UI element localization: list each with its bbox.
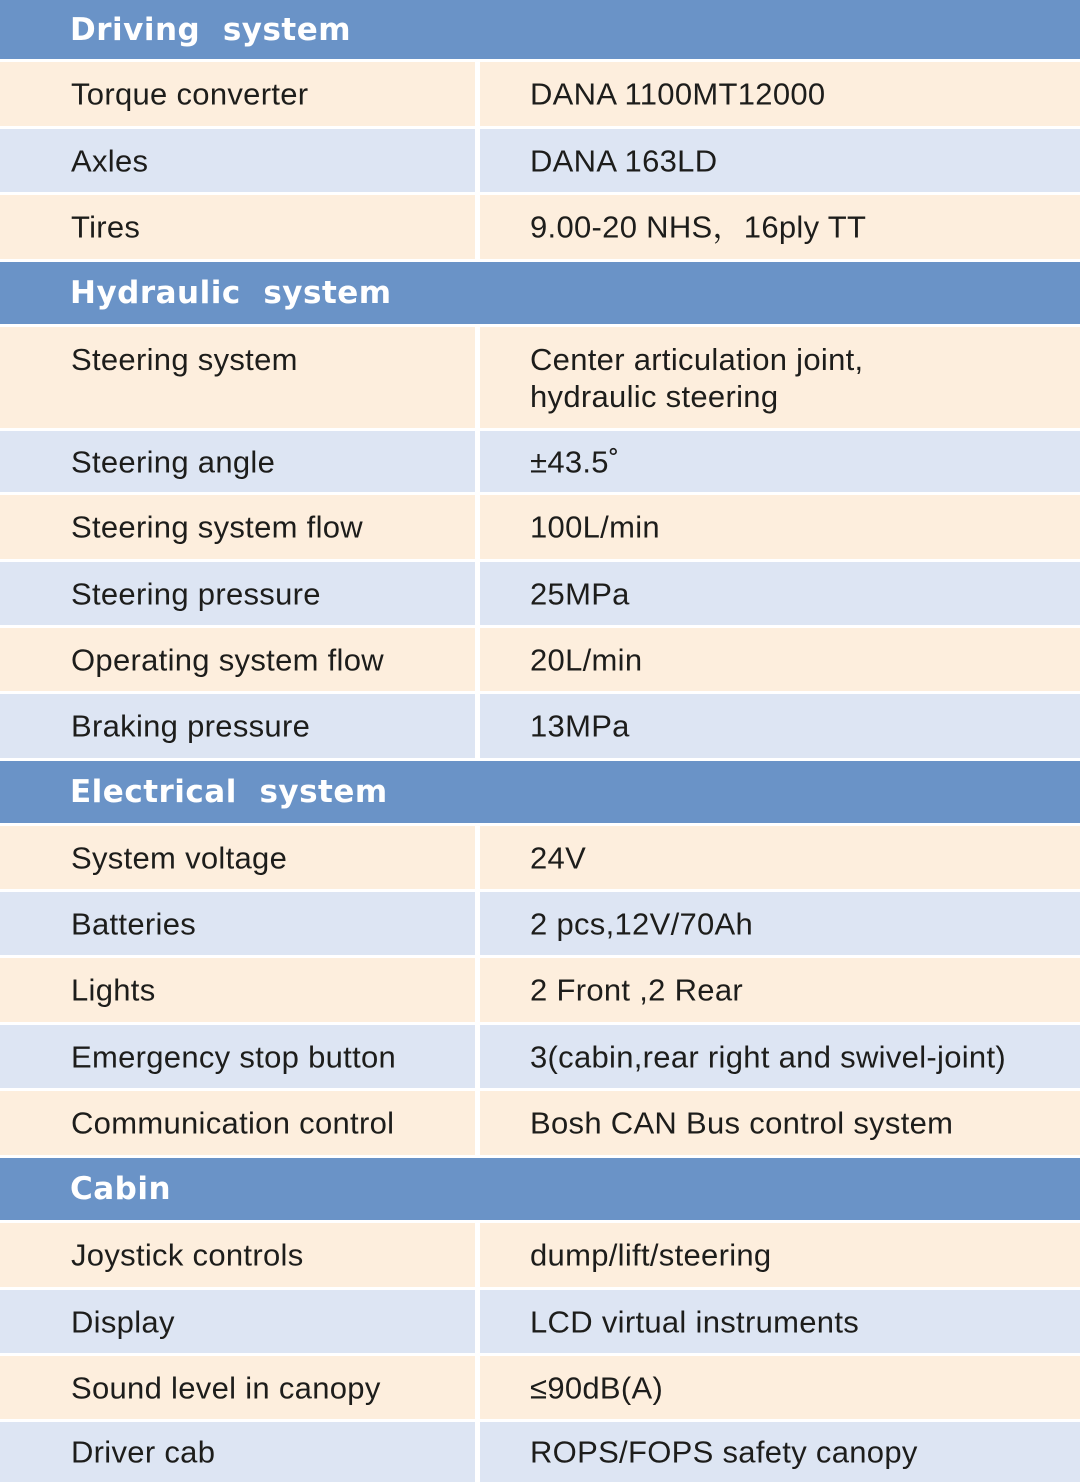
table-row <box>0 892 1080 955</box>
row-value-cell <box>480 826 1080 889</box>
section-header-electrical <box>0 761 1080 823</box>
section-title: Driving system <box>70 11 352 48</box>
row-label-cell <box>0 826 475 889</box>
row-label-cell <box>0 1091 475 1155</box>
row-value-cell <box>480 1223 1080 1287</box>
row-value-cell <box>480 1025 1080 1088</box>
row-value: 13MPa <box>530 708 630 744</box>
row-value-cell <box>480 1422 1080 1482</box>
row-value: LCD virtual instruments <box>530 1304 860 1339</box>
row-value: ROPS/FOPS safety canopy <box>530 1434 918 1470</box>
row-label-cell <box>0 628 475 691</box>
section-header-driving <box>0 0 1080 59</box>
table-row <box>0 1290 1080 1353</box>
row-label: System voltage <box>71 840 288 875</box>
row-label: Steering system flow <box>71 509 363 545</box>
row-value-cell <box>480 958 1080 1022</box>
row-label-cell <box>0 1422 475 1482</box>
row-label: Axles <box>71 143 149 178</box>
table-row <box>0 431 1080 492</box>
row-label-cell <box>0 562 475 625</box>
row-value: 24V <box>530 840 587 875</box>
row-value: DANA 1100MT12000 <box>530 76 826 112</box>
table-row <box>0 826 1080 889</box>
table-row <box>0 628 1080 691</box>
row-label-cell <box>0 195 475 259</box>
row-label: Emergency stop button <box>71 1039 397 1074</box>
section-header-hydraulic <box>0 262 1080 324</box>
table-row <box>0 1422 1080 1482</box>
row-value: dump/lift/steering <box>530 1237 772 1273</box>
row-label-cell <box>0 1290 475 1353</box>
row-value: 25MPa <box>530 576 630 611</box>
row-value-cell <box>480 431 1080 492</box>
row-value: 2 pcs,12V/70Ah <box>530 906 754 941</box>
row-label: Steering system <box>71 342 298 377</box>
row-label: Torque converter <box>71 76 309 112</box>
row-value: ±43.5˚ <box>530 444 620 479</box>
row-value-cell <box>480 495 1080 559</box>
row-value-cell <box>480 628 1080 691</box>
row-value: 20L/min <box>530 642 643 677</box>
row-label: Batteries <box>71 906 197 941</box>
row-value-cell <box>480 327 1080 428</box>
row-value-cell <box>480 195 1080 259</box>
row-label-cell <box>0 958 475 1022</box>
row-label-cell <box>0 1223 475 1287</box>
table-row <box>0 495 1080 559</box>
row-value: 3(cabin,rear right and swivel-joint) <box>530 1039 1006 1074</box>
row-label: Lights <box>71 972 156 1008</box>
row-value-cell <box>480 694 1080 758</box>
row-label: Steering angle <box>71 444 276 479</box>
table-row <box>0 62 1080 126</box>
row-label: Tires <box>71 209 141 245</box>
row-value-cell <box>480 1356 1080 1419</box>
row-value-cell <box>480 562 1080 625</box>
row-label: Communication control <box>71 1105 395 1141</box>
row-value: 2 Front ,2 Rear <box>530 972 743 1008</box>
table-row <box>0 327 1080 428</box>
table-row <box>0 1223 1080 1287</box>
table-row <box>0 129 1080 192</box>
row-label: Braking pressure <box>71 708 311 744</box>
table-row <box>0 694 1080 758</box>
row-label-cell <box>0 129 475 192</box>
row-value-cell <box>480 129 1080 192</box>
row-label: Sound level in canopy <box>71 1370 381 1405</box>
section-title: Electrical system <box>70 774 388 810</box>
row-value: Center articulation joint, hydraulic steering <box>530 342 864 414</box>
row-label-cell <box>0 62 475 126</box>
row-value: 9.00-20 NHS，16ply TT <box>530 209 867 245</box>
row-label-cell <box>0 431 475 492</box>
table-row <box>0 562 1080 625</box>
row-label-cell <box>0 1356 475 1419</box>
table-row <box>0 195 1080 259</box>
row-value-cell <box>480 1091 1080 1155</box>
section-header-cabin <box>0 1158 1080 1220</box>
section-title: Hydraulic system <box>70 275 392 311</box>
row-label-cell <box>0 694 475 758</box>
row-label-cell <box>0 495 475 559</box>
row-label: Joystick controls <box>71 1237 304 1273</box>
row-label: Operating system flow <box>71 642 384 677</box>
row-value: 100L/min <box>530 509 660 545</box>
row-value-cell <box>480 892 1080 955</box>
row-label: Steering pressure <box>71 576 321 611</box>
row-value-cell <box>480 1290 1080 1353</box>
table-row <box>0 1356 1080 1419</box>
section-title: Cabin <box>70 1171 172 1207</box>
row-label-cell <box>0 892 475 955</box>
row-label-cell <box>0 1025 475 1088</box>
row-label-cell <box>0 327 475 428</box>
row-value: ≤90dB(A) <box>530 1370 664 1405</box>
table-row <box>0 1091 1080 1155</box>
row-value: DANA 163LD <box>530 143 718 178</box>
row-label: Driver cab <box>71 1434 216 1470</box>
row-label: Display <box>71 1304 175 1339</box>
table-row <box>0 958 1080 1022</box>
row-value-cell <box>480 62 1080 126</box>
row-value: Bosh CAN Bus control system <box>530 1105 954 1141</box>
table-row <box>0 1025 1080 1088</box>
